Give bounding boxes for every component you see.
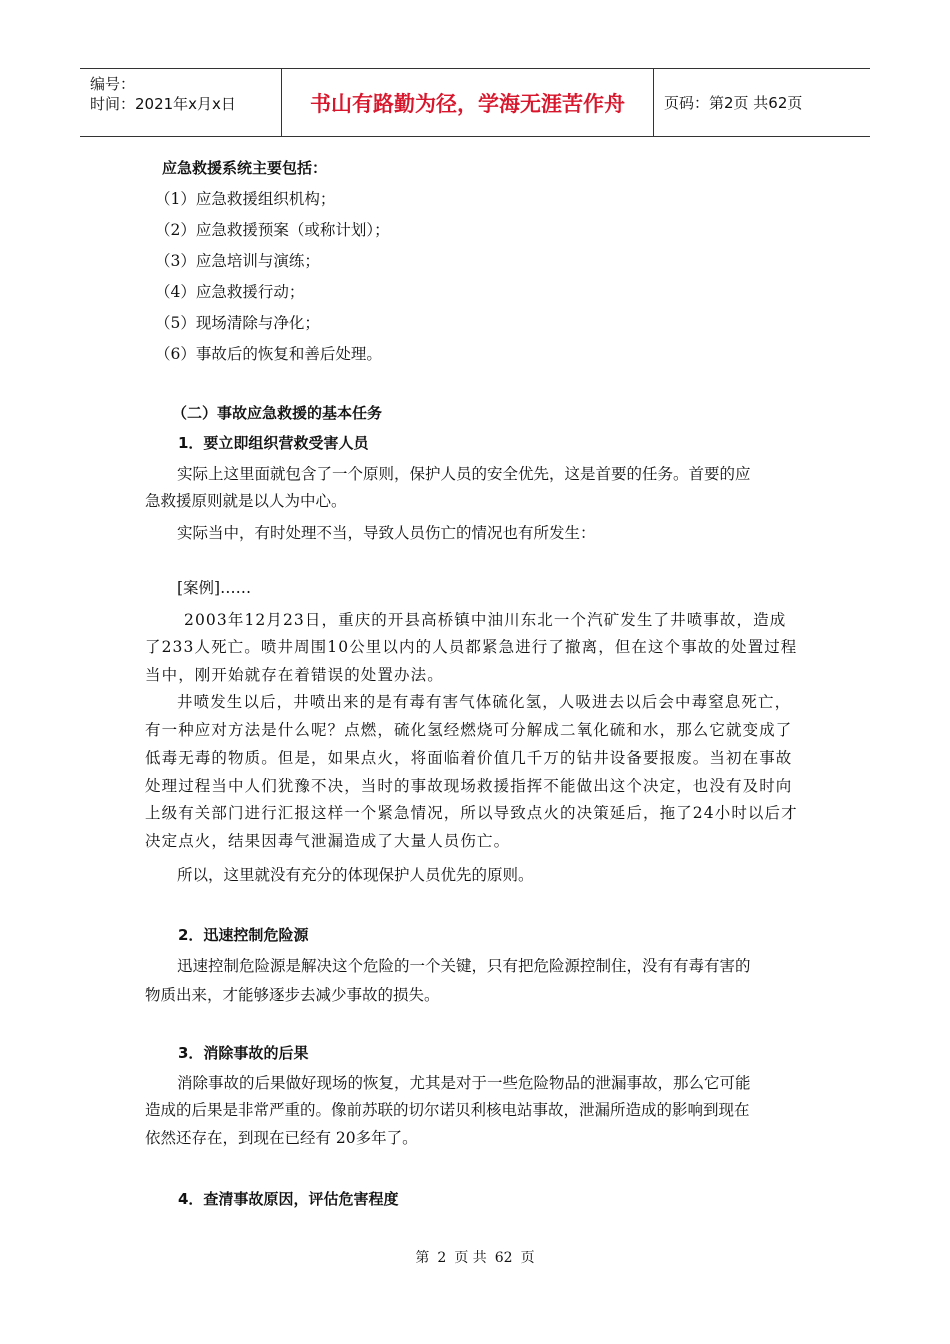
case-paragraph-line: 低毒无毒的物质。但是，如果点火，将面临着价值几千万的钻井设备要报废。当初在事故 xyxy=(145,749,793,767)
case-paragraph-line: 有一种应对方法是什么呢？点燃，硫化氢经燃烧可分解成二氧化硫和水，那么它就变成了 xyxy=(145,721,793,739)
footer-total-pages: 62 xyxy=(494,1250,513,1266)
header-motto: 书山有路勤为径，学海无涯苦作舟 xyxy=(310,91,625,116)
case-paragraph-line: 了233人死亡。喷井周围10公里以内的人员都紧急进行了撤离，但在这个事故的处置过程 xyxy=(145,638,798,656)
paragraph-line: 实际上这里面就包含了一个原则，保护人员的安全优先，这是首要的任务。首要的应 xyxy=(177,465,751,483)
list-item: （5）现场清除与净化； xyxy=(155,314,320,332)
header-info-cell xyxy=(80,69,280,136)
section-heading: （二）事故应急救援的基本任务 xyxy=(172,404,383,422)
footer-mid: 页 共 xyxy=(454,1250,487,1266)
list-item: （4）应急救援行动； xyxy=(155,283,305,301)
list-item: （1）应急救援组织机构； xyxy=(155,190,336,208)
subsection-heading: 4．查清事故原因，评估危害程度 xyxy=(178,1190,399,1208)
case-paragraph-line: 井喷发生以后，井喷出来的是有毒有害气体硫化氢，人吸进去以后会中毒窒息死亡， xyxy=(177,693,792,711)
case-paragraph-line: 2003年12月23日，重庆的开县高桥镇中油川东北一个汽矿发生了井喷事故，造成 xyxy=(184,611,787,629)
paragraph-line: 造成的后果是非常严重的。像前苏联的切尔诺贝利核电站事故，泄漏所造成的影响到现在 xyxy=(145,1101,750,1119)
case-label: [案例]…… xyxy=(177,579,252,597)
paragraph-line: 消除事故的后果做好现场的恢复，尤其是对于一些危险物品的泄漏事故，那么它可能 xyxy=(177,1074,751,1092)
subsection-heading: 1．要立即组织营救受害人员 xyxy=(178,434,369,452)
document-date: 时间：2021年x月x日 xyxy=(90,95,236,113)
list-item: （6）事故后的恢复和善后处理。 xyxy=(155,345,382,363)
header-page-info: 页码：第2页 共62页 xyxy=(664,94,803,112)
document-header xyxy=(80,68,870,137)
footer-prefix: 第 xyxy=(415,1250,430,1266)
document-number-label: 编号： xyxy=(90,75,136,93)
list-item: （2）应急救援预案（或称计划）； xyxy=(155,221,390,239)
case-paragraph-line: 上级有关部门进行汇报这样一个紧急情况，所以导致点火的决策延后，拖了24小时以后才 xyxy=(145,804,798,822)
list-item: （3）应急培训与演练； xyxy=(155,252,320,270)
footer-suffix: 页 xyxy=(520,1250,535,1266)
case-paragraph-line: 决定点火，结果因毒气泄漏造成了大量人员伤亡。 xyxy=(145,832,511,850)
paragraph-line: 所以，这里就没有充分的体现保护人员优先的原则。 xyxy=(177,866,534,884)
case-paragraph-line: 处理过程当中人们犹豫不决，当时的事故现场救援指挥不能做出这个决定，也没有及时向 xyxy=(145,777,793,795)
section-intro: 应急救援系统主要包括： xyxy=(162,159,328,177)
header-divider xyxy=(653,69,654,136)
paragraph-line: 急救援原则就是以人为中心。 xyxy=(145,492,347,510)
paragraph-line: 实际当中，有时处理不当，导致人员伤亡的情况也有所发生： xyxy=(177,524,596,542)
case-paragraph-line: 当中，刚开始就存在着错误的处置办法。 xyxy=(145,666,444,684)
page-footer xyxy=(0,1247,950,1267)
paragraph-line: 依然还存在，到现在已经有 20多年了。 xyxy=(145,1129,418,1147)
footer-page-number: 2 xyxy=(437,1250,447,1266)
paragraph-line: 物质出来，才能够逐步去减少事故的损失。 xyxy=(145,986,440,1004)
subsection-heading: 2．迅速控制危险源 xyxy=(178,926,309,944)
paragraph-line: 迅速控制危险源是解决这个危险的一个关键，只有把危险源控制住，没有有毒有害的 xyxy=(177,957,751,975)
subsection-heading: 3．消除事故的后果 xyxy=(178,1044,309,1062)
